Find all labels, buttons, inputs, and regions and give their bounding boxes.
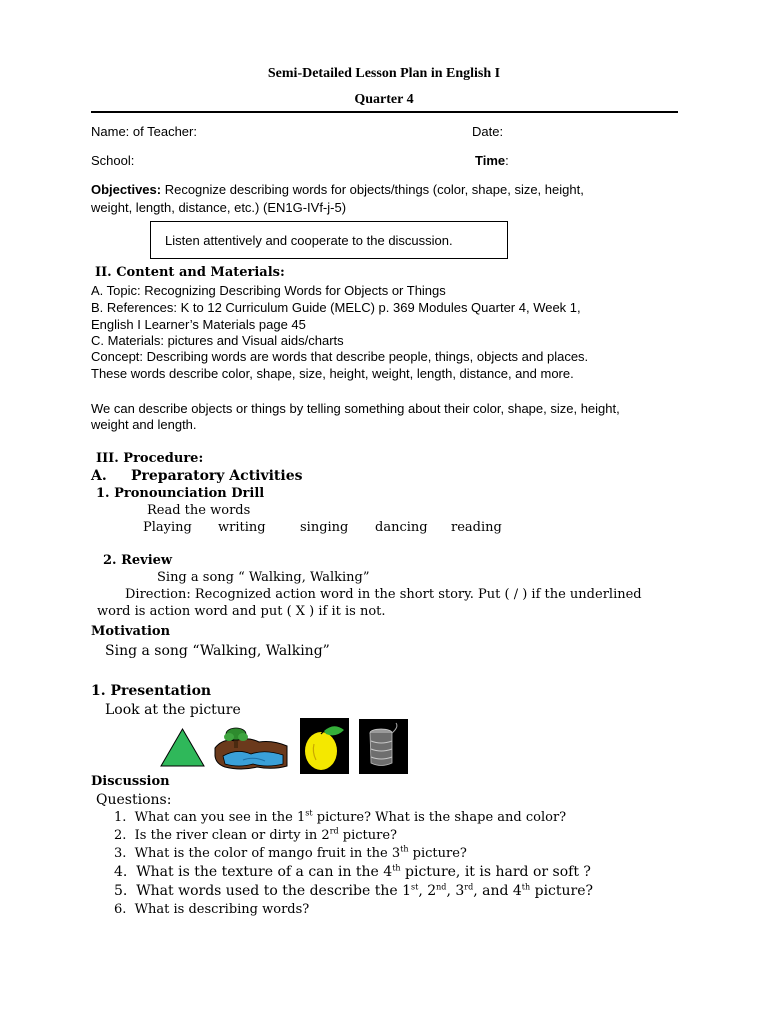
time-label-text: Time bbox=[475, 153, 506, 168]
ordinal-suffix: st bbox=[305, 808, 313, 818]
can-icon bbox=[359, 719, 408, 774]
question-number: 4. bbox=[114, 864, 128, 880]
question-number: 1. bbox=[114, 810, 127, 825]
objectives-label: Objectives: bbox=[91, 182, 162, 197]
question-text-rest: picture? bbox=[530, 883, 594, 899]
ordinal-suffix: th bbox=[392, 863, 401, 873]
ordinal-suffix: nd bbox=[436, 882, 447, 892]
note-line-2: weight and length. bbox=[91, 417, 197, 432]
question-5 bbox=[114, 883, 593, 899]
river-landscape-icon bbox=[213, 726, 289, 772]
question-3 bbox=[114, 846, 467, 861]
content-heading: II. Content and Materials: bbox=[95, 265, 285, 280]
question-text-rest: picture? bbox=[338, 828, 398, 843]
question-text-rest: picture? What is the shape and color? bbox=[312, 810, 567, 825]
question-number: 5. bbox=[114, 883, 128, 899]
drill-title: 1. Pronounciation Drill bbox=[96, 486, 265, 501]
question-4 bbox=[114, 864, 591, 880]
question-text-part: , 2 bbox=[418, 883, 437, 899]
question-text: What is the texture of a can in the 4 bbox=[136, 864, 393, 880]
question-text: What words used to the describe the 1 bbox=[136, 883, 412, 899]
lesson-title: Semi-Detailed Lesson Plan in English I bbox=[267, 66, 501, 81]
questions-label: Questions: bbox=[96, 792, 172, 808]
question-text-part: , and 4 bbox=[473, 883, 522, 899]
references-line-1: B. References: K to 12 Curriculum Guide (MELC) p. 369 Modules Quarter 4, Week 1, bbox=[91, 300, 581, 315]
concept-line-2: These words describe color, shape, size, height, weight, length, distance, and more. bbox=[91, 366, 574, 381]
presentation-text: Look at the picture bbox=[105, 702, 241, 718]
date-label: Date: bbox=[472, 124, 504, 139]
time-label bbox=[475, 153, 509, 168]
drill-word-2: writing bbox=[218, 520, 266, 535]
question-text: What is the color of mango fruit in the 3 bbox=[134, 846, 401, 861]
concept-line-1: Concept: Describing words are words that describe people, things, objects and places. bbox=[91, 349, 589, 364]
objective-box-text: Listen attentively and cooperate to the discussion. bbox=[165, 233, 453, 248]
question-6 bbox=[114, 902, 309, 917]
prep-letter: A. bbox=[91, 468, 107, 484]
note-line-1: We can describe objects or things by telling something about their color, shape, size, height, bbox=[91, 401, 620, 416]
school-label: School: bbox=[91, 153, 135, 168]
teacher-label: Name: of Teacher: bbox=[91, 124, 197, 139]
question-2 bbox=[114, 828, 397, 843]
green-triangle-icon bbox=[159, 727, 206, 768]
ordinal-suffix: st bbox=[411, 882, 419, 892]
ordinal-suffix: th bbox=[521, 882, 531, 892]
quarter-label: Quarter 4 bbox=[354, 92, 414, 107]
discussion-title: Discussion bbox=[91, 774, 170, 789]
review-title: 2. Review bbox=[103, 553, 173, 568]
question-text-part: , 3 bbox=[446, 883, 465, 899]
procedure-heading: III. Procedure: bbox=[96, 451, 204, 466]
review-song: Sing a song “ Walking, Walking” bbox=[157, 570, 370, 585]
materials-line: C. Materials: pictures and Visual aids/charts bbox=[91, 333, 344, 348]
question-text-rest: picture? bbox=[408, 846, 467, 861]
presentation-title: 1. Presentation bbox=[91, 683, 212, 699]
question-number: 3. bbox=[114, 846, 127, 861]
drill-word-4: dancing bbox=[375, 520, 428, 535]
direction-line-2: word is action word and put ( X ) if it is not. bbox=[97, 604, 386, 619]
question-text: What is describing words? bbox=[134, 902, 310, 917]
ordinal-suffix: th bbox=[400, 844, 409, 854]
topic-line: A. Topic: Recognizing Describing Words for Objects or Things bbox=[91, 283, 446, 298]
motivation-title: Motivation bbox=[91, 624, 171, 639]
question-number: 6. bbox=[114, 902, 127, 917]
question-text: What can you see in the 1 bbox=[134, 810, 306, 825]
objectives-line1 bbox=[91, 182, 584, 197]
direction-line-1: Direction: Recognized action word in the short story. Put ( / ) if the underlined bbox=[125, 587, 642, 602]
motivation-text: Sing a song “Walking, Walking” bbox=[105, 643, 330, 659]
drill-word-5: reading bbox=[451, 520, 502, 535]
ordinal-suffix: rd bbox=[329, 826, 339, 836]
objectives-text-1: Recognize describing words for objects/things (color, shape, size, height, bbox=[161, 182, 584, 197]
drill-instruction: Read the words bbox=[147, 503, 251, 518]
question-text: Is the river clean or dirty in 2 bbox=[134, 828, 330, 843]
objectives-line2: weight, length, distance, etc.) (EN1G-IVf-j-5) bbox=[91, 200, 347, 215]
question-number: 2. bbox=[114, 828, 127, 843]
ordinal-suffix: rd bbox=[464, 882, 474, 892]
objective-box bbox=[150, 221, 508, 259]
question-text-rest: picture, it is hard or soft ? bbox=[400, 864, 591, 880]
header-divider bbox=[91, 111, 678, 113]
mango-icon bbox=[300, 718, 349, 774]
references-line-2: English I Learner’s Materials page 45 bbox=[91, 317, 306, 332]
prep-title: Preparatory Activities bbox=[131, 468, 303, 484]
drill-word-3: singing bbox=[300, 520, 349, 535]
time-colon: : bbox=[505, 153, 509, 168]
drill-word-1: Playing bbox=[143, 520, 192, 535]
question-1 bbox=[114, 810, 566, 825]
